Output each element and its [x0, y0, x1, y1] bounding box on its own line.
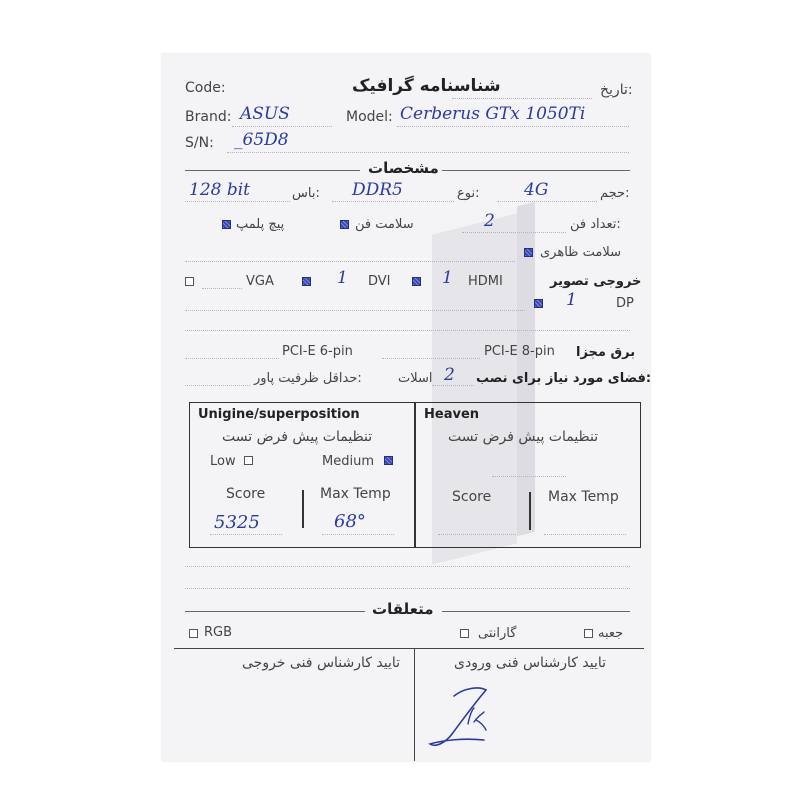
accessories-title: متعلقات	[372, 600, 434, 618]
signature	[424, 674, 534, 754]
accessories-rule-left	[185, 611, 365, 612]
brand-line[interactable]	[232, 126, 332, 127]
superposition-temp-line[interactable]	[322, 534, 394, 535]
superposition-score-line[interactable]	[210, 534, 282, 535]
dp-label: DP	[616, 296, 634, 311]
date-label: تاریخ:	[600, 82, 633, 98]
min-psu-line[interactable]	[185, 385, 250, 386]
bus-line[interactable]	[185, 201, 290, 202]
superposition-score-divider	[302, 490, 304, 528]
notes-line-2[interactable]	[185, 588, 630, 589]
fan-count-line[interactable]	[462, 232, 566, 233]
medium-label: Medium	[322, 454, 374, 469]
heaven-title: Heaven	[424, 407, 480, 422]
specs-title: مشخصات	[368, 159, 439, 177]
bus-value: 128 bit	[189, 180, 251, 200]
type-value: DDR5	[352, 180, 403, 200]
pcie6-label: PCI-E 6-pin	[282, 344, 353, 359]
type-label: نوع:	[457, 186, 480, 201]
model-line[interactable]	[397, 126, 629, 127]
fan-count-value: 2	[484, 211, 495, 231]
bus-label: باس:	[292, 186, 320, 201]
entry-approval-label: تایید کارشناس فنی ورودی	[454, 655, 607, 671]
min-psu-label: حداقل ظرفیت پاور:	[254, 371, 362, 386]
approvals-divider	[414, 648, 415, 761]
capacity-line[interactable]	[497, 201, 597, 202]
pcie6-line[interactable]	[185, 358, 279, 359]
outputs-title: خروجی تصویر	[550, 274, 642, 289]
pcie8-line[interactable]	[382, 358, 480, 359]
accessories-rule-right	[442, 611, 630, 612]
vga-line	[202, 288, 242, 289]
fan-health-checkbox[interactable]	[340, 220, 349, 229]
serial-label: S/N:	[185, 135, 214, 151]
superposition-temp-label: Max Temp	[320, 486, 391, 502]
fan-count-label: تعداد فن:	[570, 217, 621, 232]
hdmi-checkbox[interactable]	[412, 277, 421, 286]
superposition-temp-value: 68°	[334, 511, 366, 532]
model-value: Cerberus GTx 1050Ti	[400, 104, 586, 124]
hdmi-label: HDMI	[468, 274, 503, 289]
low-checkbox[interactable]	[244, 456, 253, 465]
dp-checkbox[interactable]	[534, 299, 543, 308]
serial-value: _65D8	[234, 130, 289, 150]
dvi-checkbox[interactable]	[302, 277, 311, 286]
warranty-checkbox[interactable]	[460, 629, 469, 638]
heaven-temp-label: Max Temp	[548, 489, 619, 505]
heaven-temp-line[interactable]	[544, 534, 626, 535]
rgb-checkbox[interactable]	[189, 629, 198, 638]
vga-checkbox[interactable]	[185, 277, 194, 286]
appearance-label: سلامت ظاهری	[540, 245, 622, 260]
hdmi-value: 1	[442, 268, 453, 288]
dp-value: 1	[566, 290, 577, 310]
space-label: فضای مورد نیاز برای نصب:	[476, 371, 652, 386]
capacity-value: 4G	[524, 180, 549, 200]
serial-line[interactable]	[227, 152, 629, 153]
specs-rule-right	[442, 170, 630, 171]
exit-approval-label: تایید کارشناس فنی خروجی	[242, 655, 401, 671]
vga-label: VGA	[246, 274, 274, 289]
superposition-preset: تنظیمات پیش فرض تست	[222, 429, 373, 445]
brand-label: Brand:	[185, 109, 232, 125]
low-label: Low	[210, 454, 236, 469]
approvals-rule	[174, 648, 644, 649]
heaven-score-line[interactable]	[438, 534, 516, 535]
type-line[interactable]	[332, 201, 454, 202]
power-title: برق مجزا	[576, 345, 636, 360]
pcie8-label: PCI-E 8-pin	[484, 344, 555, 359]
spec-sheet	[162, 54, 650, 761]
capacity-label: حجم:	[600, 186, 630, 201]
superposition-score-label: Score	[226, 486, 266, 502]
superposition-score-value: 5325	[214, 512, 260, 533]
pump-screw-label: پیچ پلمپ	[236, 217, 285, 232]
dvi-label: DVI	[368, 274, 391, 289]
appearance-checkbox[interactable]	[524, 248, 533, 257]
heaven-preset: تنظیمات پیش فرض تست	[448, 429, 599, 445]
superposition-title: Unigine/superposition	[198, 407, 360, 422]
slots-label: اسلات	[398, 371, 433, 386]
appearance-line	[185, 261, 515, 262]
box-checkbox[interactable]	[584, 629, 593, 638]
dvi-value: 1	[337, 268, 348, 288]
space-value: 2	[444, 365, 455, 385]
heaven-score-label: Score	[452, 489, 492, 505]
heaven-preset-line[interactable]	[492, 476, 566, 477]
dp-line	[185, 310, 525, 311]
benchmark-divider	[414, 402, 416, 548]
box-label: جعبه	[598, 626, 624, 641]
notes-line-1[interactable]	[185, 566, 630, 567]
fan-health-label: سلامت فن	[355, 217, 414, 232]
page-title: شناسنامه گرافیک	[352, 76, 501, 96]
rgb-label: RGB	[204, 625, 233, 640]
heaven-score-divider	[529, 492, 531, 530]
date-line[interactable]	[452, 98, 592, 99]
blank-line-1	[185, 330, 630, 331]
specs-rule-left	[185, 170, 360, 171]
space-line[interactable]	[432, 385, 474, 386]
medium-checkbox[interactable]	[384, 456, 393, 465]
warranty-label: گارانتی	[478, 626, 517, 641]
code-label: Code:	[185, 80, 226, 96]
pump-screw-checkbox[interactable]	[222, 220, 231, 229]
brand-value: ASUS	[240, 104, 290, 124]
model-label: Model:	[346, 109, 393, 125]
